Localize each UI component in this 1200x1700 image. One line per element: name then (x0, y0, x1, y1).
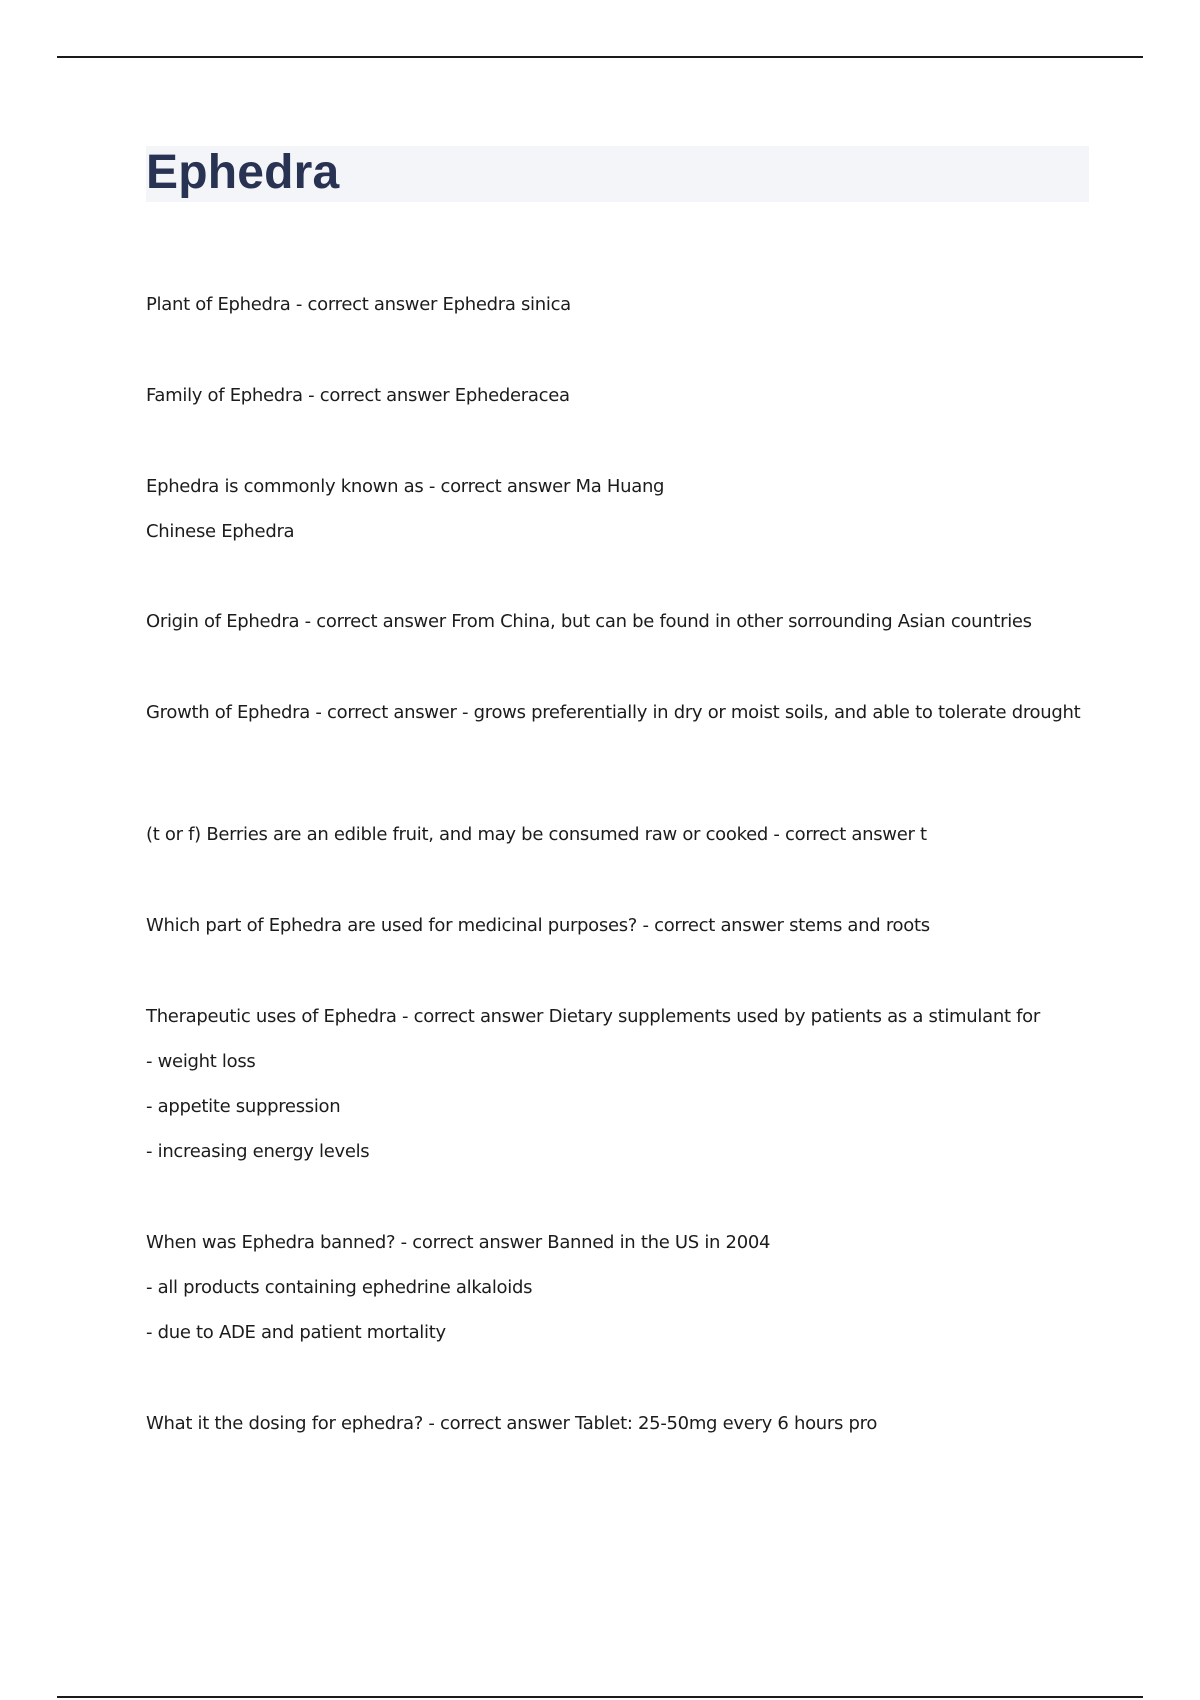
qa-detail-line: - due to ADE and patient mortality (146, 1322, 446, 1343)
qa-question: (t or f) Berries are an edible fruit, and may be consumed raw or cooked (146, 824, 768, 845)
qa-separator: - correct answer (423, 1413, 576, 1434)
page-title: Ephedra (146, 146, 340, 199)
qa-line (146, 472, 1096, 502)
qa-detail-line: - appetite suppression (146, 1096, 341, 1117)
qa-answer: stems and roots (789, 915, 930, 936)
qa-line (146, 607, 1096, 637)
qa-detail-line: - increasing energy levels (146, 1141, 370, 1162)
qa-line (146, 911, 1096, 941)
qa-answer: Banned in the US in 2004 (547, 1232, 771, 1253)
qa-question: Family of Ephedra (146, 385, 303, 406)
qa-question: What it the dosing for ephedra? (146, 1413, 423, 1434)
qa-line (146, 1228, 1096, 1258)
qa-question: Therapeutic uses of Ephedra (146, 1006, 397, 1027)
qa-entry (146, 472, 1096, 547)
qa-separator: - correct answer (290, 294, 443, 315)
qa-line (146, 381, 1096, 411)
qa-question: When was Ephedra banned? (146, 1232, 396, 1253)
qa-answer: Dietary supplements used by patients as a stimulant for (548, 1006, 1040, 1027)
qa-separator: - correct answer (302, 385, 455, 406)
qa-entry (146, 911, 1096, 941)
qa-entry (146, 1228, 1096, 1348)
qa-answer: Tablet: 25-50mg every 6 hours pro (575, 1413, 878, 1434)
qa-separator: - correct answer (299, 611, 452, 632)
qa-entry (146, 820, 1096, 850)
qa-detail-line: - weight loss (146, 1051, 256, 1072)
qa-line (146, 1409, 1096, 1439)
footer-rule (57, 1696, 1143, 1698)
qa-question: Ephedra is commonly known as (146, 476, 424, 497)
header-rule (57, 56, 1143, 58)
qa-answer: Ephederacea (454, 385, 570, 406)
qa-separator: - correct answer (395, 1232, 548, 1253)
qa-question: Origin of Ephedra (146, 611, 300, 632)
qa-answer: - grows preferentially in dry or moist soils, and able to tolerate drought (462, 702, 1081, 723)
qa-entry (146, 290, 1096, 320)
qa-line (146, 820, 1096, 850)
qa-detail-line: Chinese Ephedra (146, 521, 295, 542)
qa-entry (146, 1409, 1096, 1439)
qa-entry (146, 607, 1096, 637)
qa-separator: - correct answer (309, 702, 463, 723)
qa-question: Which part of Ephedra are used for medicinal purposes? (146, 915, 638, 936)
qa-separator: - correct answer (637, 915, 790, 936)
qa-answer: Ma Huang (575, 476, 665, 497)
qa-entry (146, 1002, 1096, 1167)
qa-question: Plant of Ephedra (146, 294, 291, 315)
qa-question: Growth of Ephedra (146, 702, 310, 723)
qa-answer: t (920, 824, 927, 845)
qa-line (146, 290, 1096, 320)
qa-separator: - correct answer (396, 1006, 549, 1027)
qa-answer: Ephedra sinica (442, 294, 571, 315)
qa-entry (146, 381, 1096, 411)
qa-separator: - correct answer (423, 476, 576, 497)
qa-answer: From China, but can be found in other sorrounding Asian countries (451, 611, 1032, 632)
qa-line (146, 698, 1096, 728)
qa-entry (146, 698, 1096, 728)
qa-separator: - correct answer (767, 824, 921, 845)
qa-line (146, 1002, 1096, 1032)
qa-detail-line: - all products containing ephedrine alkaloids (146, 1277, 533, 1298)
